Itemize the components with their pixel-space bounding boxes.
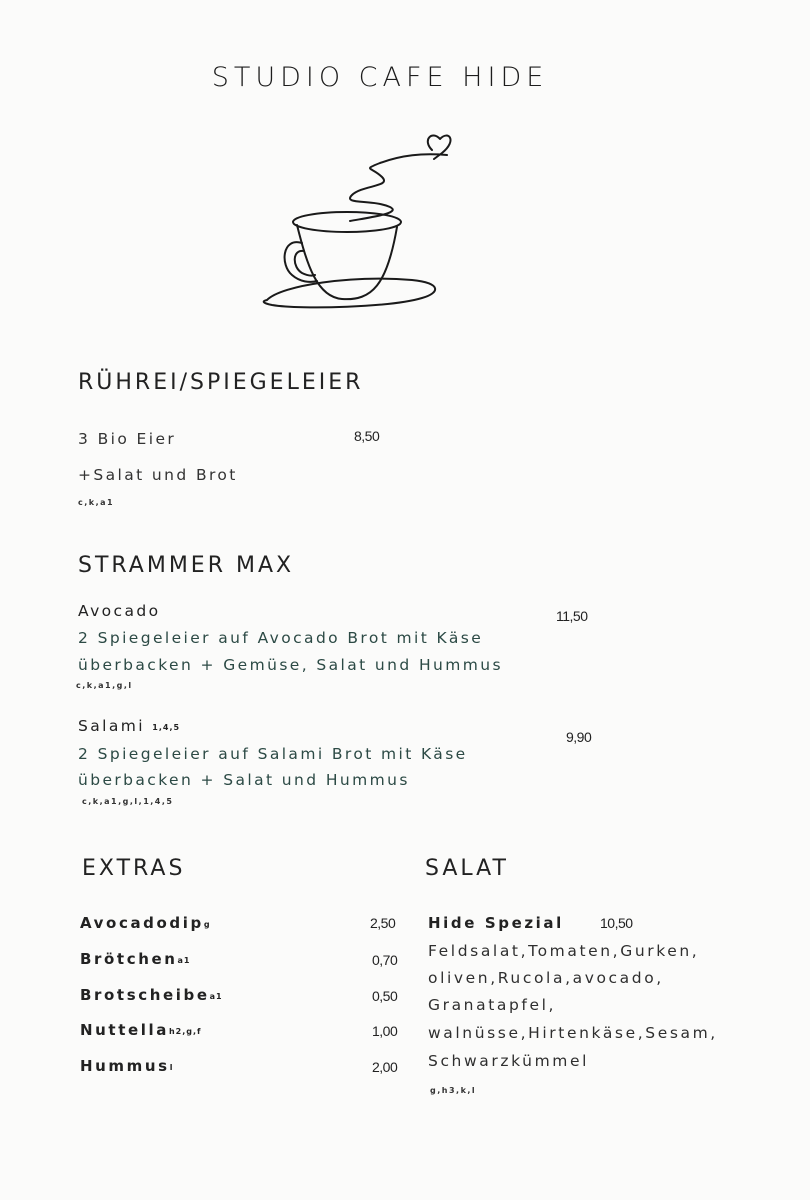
salat-desc-line: Granatapfel, — [428, 996, 557, 1014]
item-salami-codes: 1,4,5 — [152, 723, 181, 732]
item-salami-name: Salami — [78, 717, 145, 735]
salat-desc-line: Feldsalat,Tomaten,Gurken, — [428, 942, 700, 960]
allergens-avocado: c,k,a1,g,l — [76, 681, 133, 690]
salat-name: Hide Spezial — [428, 914, 564, 932]
extra-price: 1,00 — [372, 1023, 398, 1039]
salat-desc-line: Schwarzkümmel — [428, 1052, 590, 1070]
item-bio-eier: 3 Bio Eier — [78, 430, 177, 448]
extra-name: Hummus — [80, 1057, 170, 1075]
extra-price: 2,50 — [370, 915, 396, 931]
allergens-salami: c,k,a1,g,l,1,4,5 — [82, 797, 174, 806]
allergens-bio-eier: c,k,a1 — [78, 498, 115, 507]
section-heading-strammer-max: STRAMMER MAX — [78, 553, 295, 578]
extra-name: Nuttella — [80, 1021, 169, 1039]
item-salami — [78, 717, 180, 735]
extra-code: a1 — [209, 992, 223, 1001]
item-salami-desc-2: überbacken + Salat und Hummus — [78, 771, 410, 789]
extra-name: Brötchen — [80, 950, 178, 968]
extra-item — [80, 1021, 202, 1039]
item-avocado-desc-2: überbacken + Gemüse, Salat und Hummus — [78, 656, 503, 674]
price-bio-eier: 8,50 — [354, 428, 380, 444]
coffee-cup-heart-icon — [262, 125, 452, 310]
item-avocado-desc-1: 2 Spiegeleier auf Avocado Brot mit Käse — [78, 629, 484, 647]
extra-code: a1 — [177, 956, 191, 965]
price-salami: 9,90 — [566, 729, 592, 745]
item-avocado: Avocado — [78, 602, 161, 620]
menu-title: STUDIO CAFE HIDE — [211, 62, 549, 93]
salat-desc-line: oliven,Rucola,avocado, — [428, 969, 664, 987]
extra-name: Avocadodip — [80, 914, 204, 932]
extra-price: 2,00 — [372, 1059, 398, 1075]
extra-item — [80, 950, 191, 968]
section-heading-ruehrei: RÜHREI/SPIEGELEIER — [78, 370, 364, 395]
extra-item — [80, 1057, 173, 1075]
extra-item — [80, 986, 223, 1004]
item-salami-desc-1: 2 Spiegeleier auf Salami Brot mit Käse — [78, 745, 468, 763]
price-avocado: 11,50 — [556, 608, 588, 624]
section-heading-salat: SALAT — [425, 856, 509, 881]
salat-desc-line: walnüsse,Hirtenkäse,Sesam, — [428, 1024, 718, 1042]
extra-item — [80, 914, 211, 932]
item-bio-eier-desc: +Salat und Brot — [78, 466, 238, 484]
extra-code: l — [169, 1063, 174, 1072]
salat-price: 10,50 — [600, 915, 633, 931]
section-heading-extras: EXTRAS — [82, 856, 186, 881]
extra-name: Brotscheibe — [80, 986, 210, 1004]
extra-price: 0,50 — [372, 988, 398, 1004]
extra-price: 0,70 — [372, 952, 398, 968]
extra-code: g — [203, 920, 211, 929]
salat-allergens: g,h3,k,l — [430, 1086, 477, 1095]
extra-code: h2,g,f — [168, 1027, 202, 1036]
